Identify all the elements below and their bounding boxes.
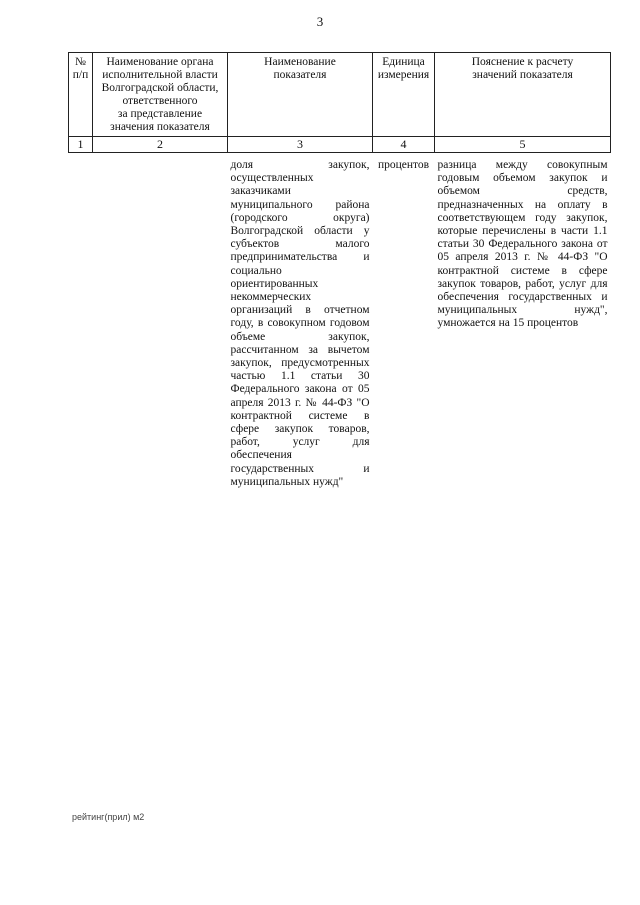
header-cell-authority xyxy=(93,53,228,137)
header-explanation-text: Пояснение к расчету значений показателя xyxy=(471,56,574,81)
header-cell-number xyxy=(69,53,93,137)
header-cell-indicator xyxy=(228,53,373,137)
header-cell-explanation xyxy=(435,53,611,137)
row-explanation-cell: разница между совокупным годовым объемом закупок и объемом средств, предназначенных на оплату в соответствующем году закупок, которые перечислены в части 1.1 статьи 30 Федерального закона от 05 апреля 2013 г. № 44-ФЗ "О контрактной системе в сфере закупок товаров, работ, услуг для обеспечения государственных и муниципальных нужд", умножается на 15 процентов xyxy=(437,159,608,330)
row-number-cell xyxy=(69,153,93,490)
column-number-5: 5 xyxy=(435,137,611,153)
header-indicator-text: Наименование показателя xyxy=(264,56,336,81)
page-number: 3 xyxy=(316,14,324,29)
column-number-3: 3 xyxy=(228,137,373,153)
row-unit-cell: процентов xyxy=(377,159,430,171)
header-authority-text: Наименование органа исполнительной власти Волгоградской области, ответственного за представление значения показателя xyxy=(101,56,219,133)
indicator-table xyxy=(68,52,611,489)
row-indicator-cell: доля закупок, осуществленных заказчиками муниципального района (городского округа) Волгоградской области у субъектов малого предпринимательства и социально ориентированных некоммерческих организаций в отчетном году, в совокупном годовом объеме закупок, рассчитанном за вычетом закупок, предусмотренных частью 1.1 статьи 30 Федерального закона от 05 апреля 2013 г. № 44-ФЗ "О контрактной системе в сфере закупок товаров, работ, услуг для обеспечения государственных и муниципальных нужд" xyxy=(230,159,370,488)
header-cell-unit xyxy=(373,53,435,137)
header-unit-text: Единица измерения xyxy=(377,56,430,81)
header-number-text: № п/п xyxy=(72,56,89,81)
column-number-1: 1 xyxy=(69,137,93,153)
column-number-row xyxy=(69,137,611,153)
column-number-4: 4 xyxy=(373,137,435,153)
footer-note: рейтинг(прил) м2 xyxy=(72,812,145,822)
table-row xyxy=(69,153,611,490)
row-authority-cell xyxy=(93,153,228,490)
column-number-2: 2 xyxy=(93,137,228,153)
header-row xyxy=(69,53,611,137)
